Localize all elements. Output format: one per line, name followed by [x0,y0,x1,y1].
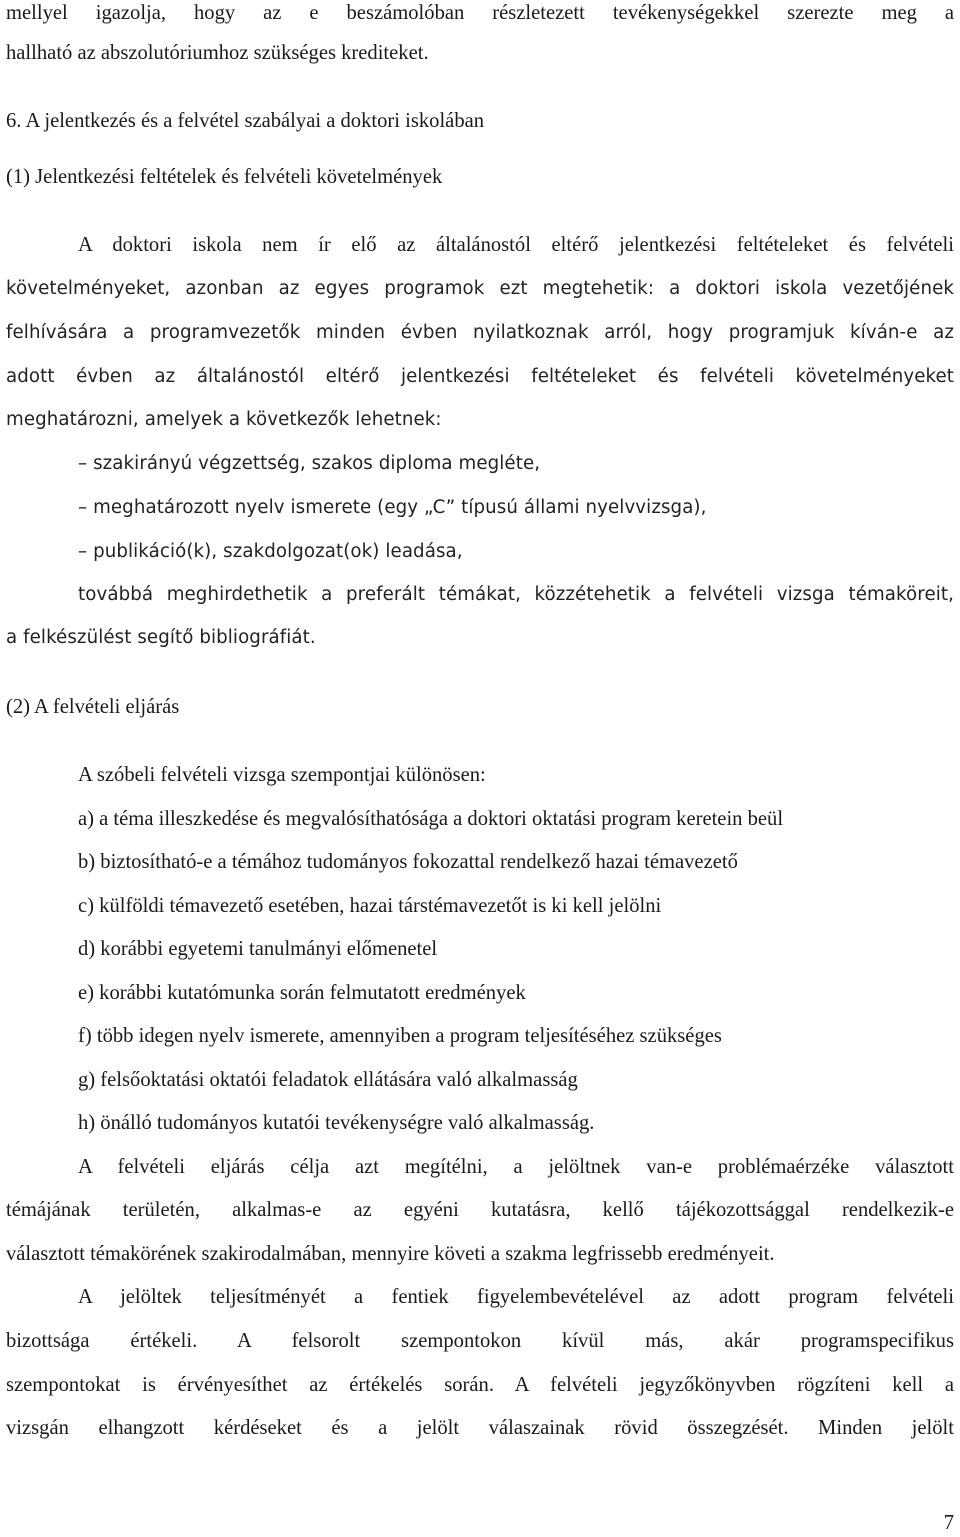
paragraph-line: a felkészülést segítő bibliográfiát. [6,627,316,648]
paragraph-line: A doktori iskola nem ír elő az általánostól eltérő jelentkezési feltételeket és felvételi [78,234,954,256]
paragraph-line: adott évben az általánostól eltérő jelentkezési feltételeket és felvételi követelményeket [6,366,954,387]
paragraph-line: követelményeket, azonban az egyes programok ezt megtehetik: a doktori iskola vezetőjének [6,278,954,299]
list-item: e) korábbi kutatómunka során felmutatott eredmények [78,982,526,1004]
list-item: c) külföldi témavezető esetében, hazai társtémavezetőt is ki kell jelölni [78,895,662,917]
paragraph-line: szempontokat is érvényesíthet az értékelés során. A felvételi jegyzőkönyvben rögzíteni kell a [6,1374,954,1396]
list-item: f) több idegen nyelv ismerete, amennyiben a program teljesítéséhez szükséges [78,1025,722,1047]
paragraph-line: választott témakörének szakirodalmában, mennyire követi a szakma legfrissebb eredményeit. [6,1243,775,1265]
list-item: a) a téma illeszkedése és megvalósíthatósága a doktori oktatási program keretein beül [78,808,784,830]
list-item: d) korábbi egyetemi tanulmányi előmenetel [78,938,438,960]
list-item: – szakirányú végzettség, szakos diploma megléte, [78,453,541,474]
paragraph-line: A szóbeli felvételi vizsga szempontjai különösen: [78,764,486,786]
list-item: h) önálló tudományos kutatói tevékenységre való alkalmasság. [78,1112,595,1134]
paragraph-line: bizottsága értékeli. A felsorolt szempontokon kívül más, akár programspecifikus [6,1330,954,1352]
paragraph-line: témájának területén, alkalmas-e az egyéni kutatásra, kellő tájékozottsággal rendelkezik-e [6,1199,954,1221]
paragraph-line: A jelöltek teljesítményét a fentiek figyelembevételével az adott program felvételi [78,1286,954,1308]
paragraph-line: vizsgán elhangzott kérdéseket és a jelölt válaszainak rövid összegzését. Minden jelölt [6,1417,954,1439]
list-item: b) biztosítható-e a témához tudományos fokozattal rendelkező hazai témavezető [78,851,738,873]
paragraph-line: mellyel igazolja, hogy az e beszámolóban részletezett tevékenységekkel szerezte meg a [6,2,954,24]
subsection-heading: (2) A felvételi eljárás [6,696,180,718]
paragraph-line: felhívására a programvezetők minden évben nyilatkoznak arról, hogy programjuk kíván-e az [6,322,954,343]
subsection-heading: (1) Jelentkezési feltételek és felvételi követelmények [6,166,443,188]
paragraph-line: továbbá meghirdethetik a preferált témákat, közzétehetik a felvételi vizsga témaköreit, [78,584,954,605]
list-item: g) felsőoktatási oktatói feladatok ellátására való alkalmasság [78,1069,578,1091]
page-number: 7 [943,1512,954,1534]
paragraph-line: hallható az abszolutóriumhoz szükséges krediteket. [6,42,429,64]
list-item: – meghatározott nyelv ismerete (egy „C” típusú állami nyelvvizsga), [78,497,707,518]
list-item: – publikáció(k), szakdolgozat(ok) leadása, [78,541,463,562]
section-heading: 6. A jelentkezés és a felvétel szabályai a doktori iskolában [6,110,485,132]
paragraph-line: A felvételi eljárás célja azt megítélni, a jelöltnek van-e problémaérzéke választott [78,1156,954,1178]
paragraph-line: meghatározni, amelyek a következők lehetnek: [6,409,442,430]
